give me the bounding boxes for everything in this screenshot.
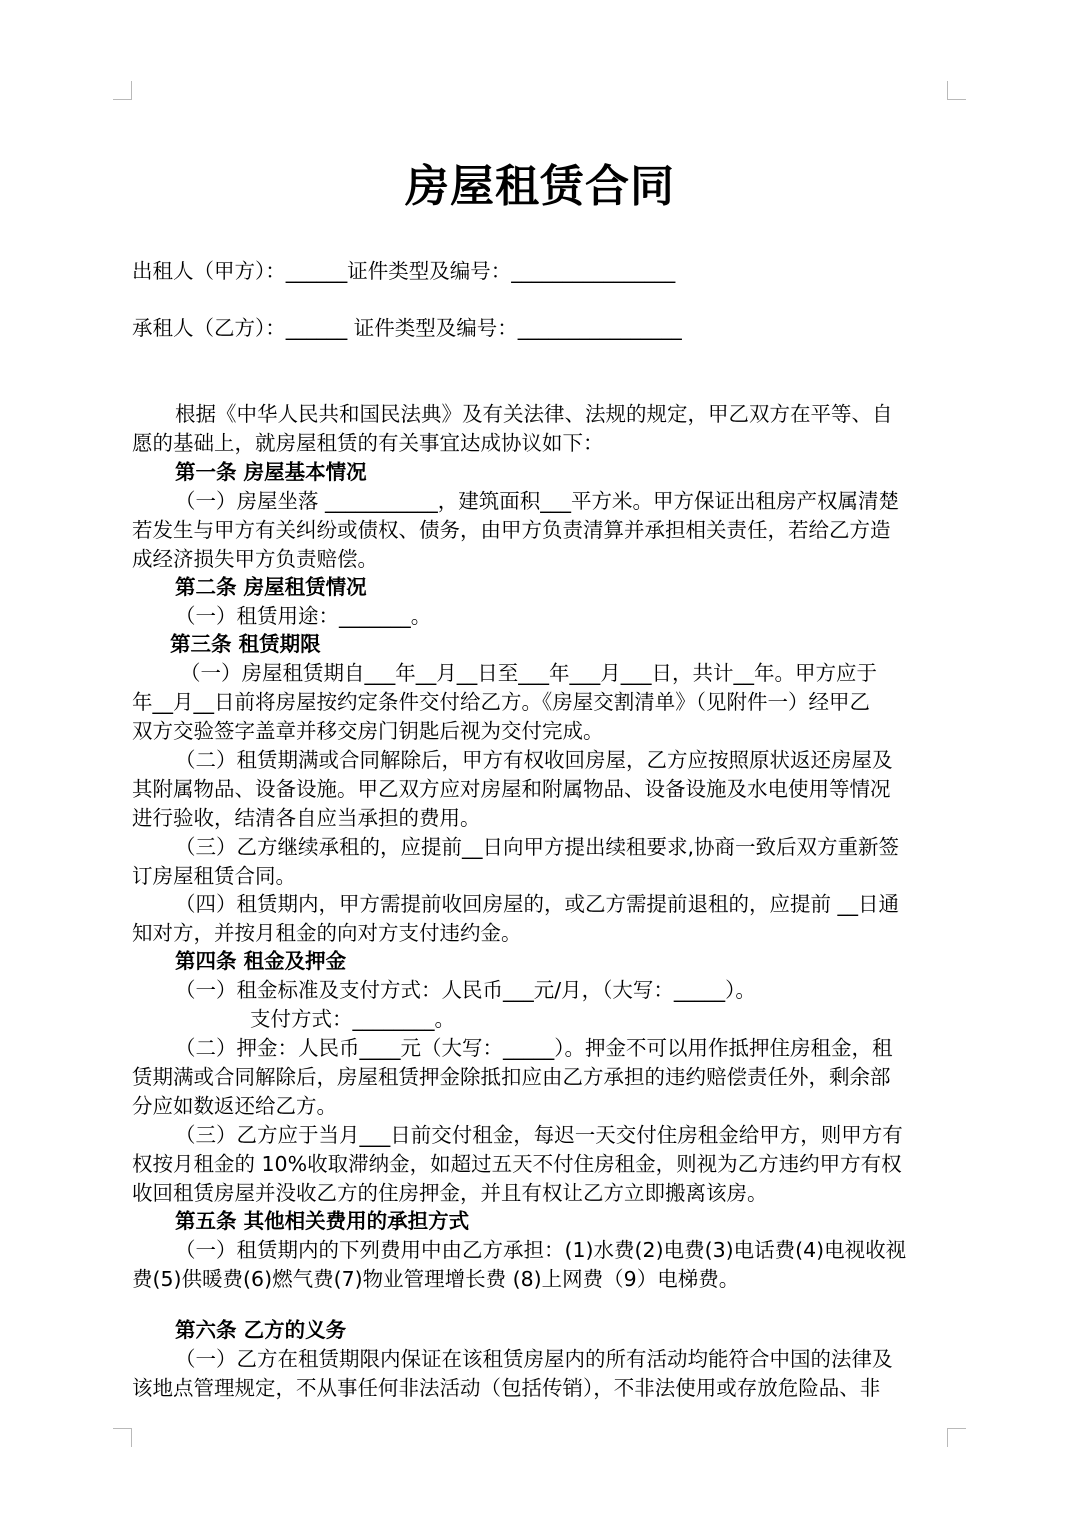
section-heading: 第二条 房屋租赁情况 [175,575,367,599]
section-heading: 第四条 租金及押金 [175,949,347,973]
body-line: （三）乙方应于当月___日前交付租金，每迟一天交付住房租金给甲方，则甲方有 [175,1123,903,1147]
body-line: 订房屋租赁合同。 [132,864,296,888]
body-line: 该地点管理规定，不从事任何非法活动（包括传销），不非法使用或存放危险品、非 [132,1376,881,1400]
crop-mark-top-left [113,81,132,100]
body-line: （四）租赁期内，甲方需提前收回房屋的，或乙方需提前退租的，应提前 __日通 [175,892,900,916]
body-line: （一）租赁期内的下列费用中由乙方承担：(1)水费(2)电费(3)电话费(4)电视收视 [175,1238,907,1262]
body-line: 其附属物品、设备设施。甲乙双方应对房屋和附属物品、设备设施及水电使用等情况 [132,777,891,801]
section-heading: 第五条 其他相关费用的承担方式 [175,1209,470,1233]
body-line: 年__月__日前将房屋按约定条件交付给乙方。《房屋交割清单》（见附件一）经甲乙 [132,690,870,714]
crop-mark-bottom-right [947,1428,966,1447]
section-heading: 第六条 乙方的义务 [175,1318,347,1342]
body-line: 知对方，并按月租金的向对方支付违约金。 [132,921,522,945]
body-line: 若发生与甲方有关纠纷或债权、债务，由甲方负责清算并承担相关责任，若给乙方造 [132,518,891,542]
body-line: 进行验收，结清各自应当承担的费用。 [132,806,481,830]
body-line: 支付方式：________。 [250,1007,455,1031]
body-line: 成经济损失甲方负责赔偿。 [132,547,378,571]
body-line: 权按月租金的 10%收取滞纳金，如超过五天不付住房租金，则视为乙方违约甲方有权 [132,1152,902,1176]
body-line: 愿的基础上，就房屋租赁的有关事宜达成协议如下： [132,431,604,455]
body-line: 费(5)供暖费(6)燃气费(7)物业管理增长费 (8)上网费（9）电梯费。 [132,1267,740,1291]
body-line: （一）房屋坐落 ___________，建筑面积___平方米。甲方保证出租房产权属清楚 [175,489,900,513]
body-line: 分应如数返还给乙方。 [132,1094,337,1118]
body-line: 赁期满或合同解除后，房屋租赁押金除抵扣应由乙方承担的违约赔偿责任外，剩余部 [132,1065,891,1089]
body-line: 根据《中华人民共和国民法典》及有关法律、法规的规定，甲乙双方在平等、自 [175,402,893,426]
crop-mark-top-right [947,81,966,100]
crop-mark-bottom-left [113,1428,132,1447]
body-line: （三）乙方继续承租的，应提前__日向甲方提出续租要求,协商一致后双方重新签 [175,835,900,859]
lessor-line: 出租人（甲方）：______证件类型及编号：________________ [132,259,676,283]
body-line: （一）租赁用途：_______。 [175,604,432,628]
lessee-line: 承租人（乙方）：______ 证件类型及编号：________________ [132,316,682,340]
document-title: 房屋租赁合同 [405,161,675,212]
body-line: 收回租赁房屋并没收乙方的住房押金，并且有权让乙方立即搬离该房。 [132,1181,768,1205]
body-line: （二）租赁期满或合同解除后，甲方有权收回房屋，乙方应按照原状返还房屋及 [175,748,893,772]
section-heading: 第一条 房屋基本情况 [175,460,367,484]
body-line: （一）乙方在租赁期限内保证在该租赁房屋内的所有活动均能符合中国的法律及 [175,1347,893,1371]
body-line: （二）押金：人民币____元（大写：_____）。押金不可以用作抵押住房租金，租 [175,1036,893,1060]
body-line: （一）房屋租赁期自___年__月__日至___年___月___日，共计__年。甲方应于 [180,661,877,685]
section-heading: 第三条 租赁期限 [170,632,321,656]
body-line: （一）租金标准及支付方式：人民币___元/月，（大写：_____）。 [175,978,756,1002]
body-line: 双方交验签字盖章并移交房门钥匙后视为交付完成。 [132,719,604,743]
